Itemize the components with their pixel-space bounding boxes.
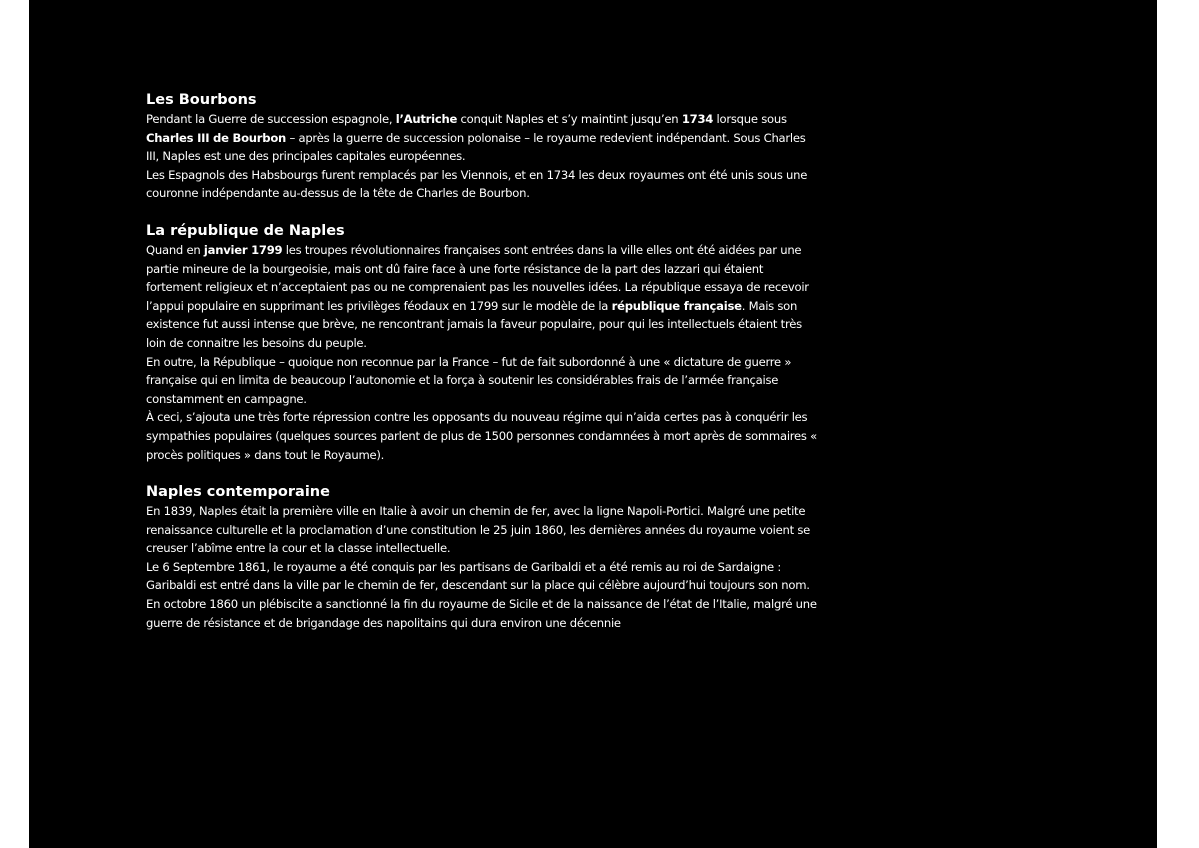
text-run: lorsque sous: [713, 112, 787, 126]
text-run: Quand en: [146, 242, 204, 257]
paragraph: À ceci, s’ajouta une très forte répression contre les opposants du nouveau régime qui n’aida certes pas à conquérir les sympathies populaires (quelques sources parlent de plus de 1500 personnes condamnées à mort après de sommaires « procès politiques » dans tout le Royaume).: [146, 410, 818, 462]
section-republique: [146, 221, 821, 464]
paragraph: [146, 241, 821, 353]
text-run: Pendant la Guerre de succession espagnole,: [146, 112, 396, 126]
text-run: . Mais son existence fut aussi intense que brève, ne rencontrant jamais la faveur populaire, pour qui les intellectuels étaient très loin de connaitre les besoins du peuple.: [146, 298, 802, 350]
document-body: [146, 90, 821, 650]
paragraph: Le 6 Septembre 1861, le royaume a été conquis par les partisans de Garibaldi et a été remis au roi de Sardaigne : Garibaldi est entré dans la ville par le chemin de fer, descendant sur la place qui célèbre aujourd’hui toujours son nom. En octobre 1860 un plébiscite a sanctionné la fin du royaume de Sicile et de la naissance de l’état de l’Italie, malgré une guerre de résistance et de brigandage des napolitains qui dura environ une décennie: [146, 559, 817, 630]
text-run: – après la guerre de succession polonaise – le royaume redevient indépendant. Sous Charles III, Naples est une des principales capitales européennes.: [146, 130, 806, 164]
paragraph: Les Espagnols des Habsbourgs furent remplacés par les Viennois, et en 1734 les deux royaumes ont été unis sous une couronne indépendante au-dessus de la tête de Charles de Bourbon.: [146, 167, 808, 201]
bold-text: janvier 1799: [203, 242, 283, 257]
paragraph: [146, 110, 821, 166]
paragraph: En outre, la République – quoique non reconnue par la France – fut de fait subordonné à une « dictature de guerre » française qui en limita de beaucoup l’autonomie et la força à soutenir les considérables frais de l’armée française constamment en campagne.: [146, 354, 792, 406]
section-contemporaine: [146, 482, 821, 632]
section-title: La république de Naples: [146, 222, 345, 239]
bold-text: l’Autriche: [395, 112, 458, 126]
text-run: conquit Naples et s’y maintint jusqu’en: [457, 112, 682, 126]
text-run: les troupes révolutionnaires françaises sont entrées dans la ville elles ont été aidées par une partie mineure de la bourgeoisie, mais ont dû faire face à une forte résistance de la part des lazzari qui étaient fortement religieux et n’acceptaient pas ou ne comprenaient pas les nouvelles idées. La république essaya de recevoir l’appui populaire en supprimant les privilèges féodaux en 1799 sur le modèle de la: [146, 242, 809, 313]
bold-text: Charles III de Bourbon: [146, 130, 287, 145]
section-bourbons: [146, 90, 821, 203]
document-page: [29, 0, 1157, 848]
bold-text: république française: [611, 298, 742, 313]
bold-text: 1734: [681, 112, 714, 126]
paragraph: En 1839, Naples était la première ville en Italie à avoir un chemin de fer, avec la ligne Napoli-Portici. Malgré une petite renaissance culturelle et la proclamation d’une constitution le 25 juin 1860, les dernières années du royaume voient se creuser l’abîme entre la cour et la classe intellectuelle.: [146, 504, 810, 556]
section-title: Naples contemporaine: [146, 484, 330, 501]
section-title: Les Bourbons: [146, 92, 257, 108]
